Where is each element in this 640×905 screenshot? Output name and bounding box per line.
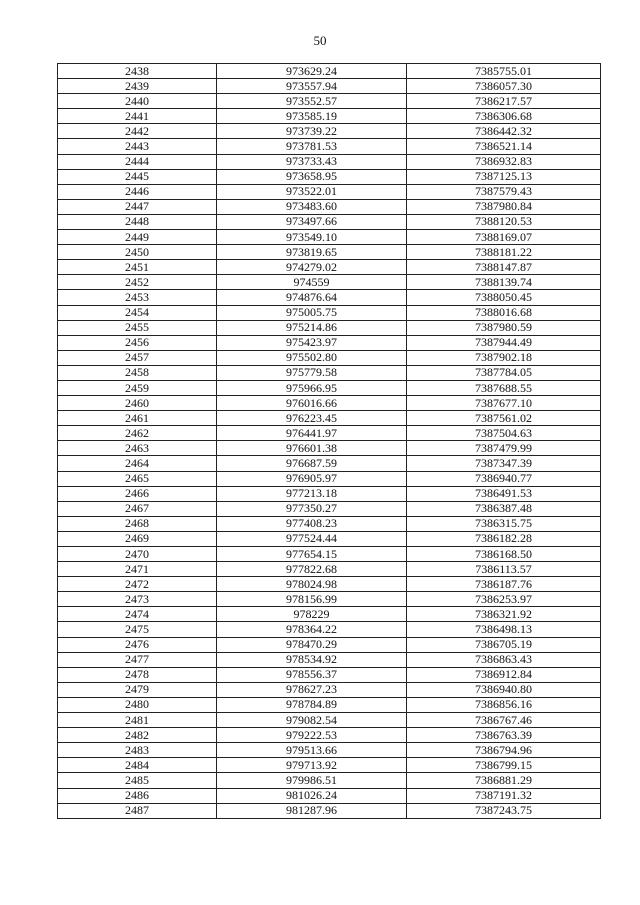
point-number-cell: 2439 [58, 79, 217, 94]
y-coordinate-cell: 7387191.32 [407, 788, 601, 803]
table-row [58, 335, 601, 350]
table-row [58, 622, 601, 637]
x-coordinate-cell: 976441.97 [217, 426, 407, 441]
y-coordinate-cell: 7386057.30 [407, 79, 601, 94]
y-coordinate-cell: 7387561.02 [407, 411, 601, 426]
y-coordinate-cell: 7386794.96 [407, 743, 601, 758]
y-coordinate-cell: 7386932.83 [407, 154, 601, 169]
y-coordinate-cell: 7387944.49 [407, 335, 601, 350]
table-row [58, 607, 601, 622]
x-coordinate-cell: 979986.51 [217, 773, 407, 788]
y-coordinate-cell: 7387688.55 [407, 380, 601, 395]
table-row [58, 124, 601, 139]
x-coordinate-cell: 979713.92 [217, 758, 407, 773]
x-coordinate-cell: 975214.86 [217, 320, 407, 335]
x-coordinate-cell: 979082.54 [217, 713, 407, 728]
y-coordinate-cell: 7386442.32 [407, 124, 601, 139]
x-coordinate-cell: 974876.64 [217, 290, 407, 305]
x-coordinate-cell: 975502.80 [217, 350, 407, 365]
table-row [58, 64, 601, 79]
table-row [58, 667, 601, 682]
x-coordinate-cell: 978470.29 [217, 637, 407, 652]
y-coordinate-cell: 7387784.05 [407, 365, 601, 380]
x-coordinate-cell: 973733.43 [217, 154, 407, 169]
point-number-cell: 2441 [58, 109, 217, 124]
table-row [58, 94, 601, 109]
coordinates-table [57, 63, 601, 819]
table-row [58, 260, 601, 275]
y-coordinate-cell: 7387980.84 [407, 199, 601, 214]
table-row [58, 79, 601, 94]
x-coordinate-cell: 977213.18 [217, 486, 407, 501]
x-coordinate-cell: 978784.89 [217, 697, 407, 712]
y-coordinate-cell: 7386387.48 [407, 501, 601, 516]
table-row [58, 788, 601, 803]
x-coordinate-cell: 977822.68 [217, 562, 407, 577]
table-row [58, 350, 601, 365]
table-row [58, 713, 601, 728]
y-coordinate-cell: 7387902.18 [407, 350, 601, 365]
point-number-cell: 2438 [58, 64, 217, 79]
table-row [58, 516, 601, 531]
table-row [58, 652, 601, 667]
table-row [58, 743, 601, 758]
point-number-cell: 2484 [58, 758, 217, 773]
x-coordinate-cell: 974559 [217, 275, 407, 290]
y-coordinate-cell: 7388050.45 [407, 290, 601, 305]
x-coordinate-cell: 974279.02 [217, 260, 407, 275]
point-number-cell: 2443 [58, 139, 217, 154]
point-number-cell: 2442 [58, 124, 217, 139]
point-number-cell: 2487 [58, 803, 217, 818]
table-row [58, 214, 601, 229]
table-row [58, 380, 601, 395]
point-number-cell: 2462 [58, 426, 217, 441]
point-number-cell: 2455 [58, 320, 217, 335]
table-row [58, 531, 601, 546]
x-coordinate-cell: 973819.65 [217, 245, 407, 260]
point-number-cell: 2453 [58, 290, 217, 305]
point-number-cell: 2481 [58, 713, 217, 728]
y-coordinate-cell: 7387677.10 [407, 396, 601, 411]
y-coordinate-cell: 7386491.53 [407, 486, 601, 501]
y-coordinate-cell: 7387579.43 [407, 184, 601, 199]
table-row [58, 426, 601, 441]
point-number-cell: 2448 [58, 214, 217, 229]
point-number-cell: 2446 [58, 184, 217, 199]
x-coordinate-cell: 978627.23 [217, 682, 407, 697]
y-coordinate-cell: 7388120.53 [407, 214, 601, 229]
y-coordinate-cell: 7386705.19 [407, 637, 601, 652]
y-coordinate-cell: 7386940.80 [407, 682, 601, 697]
y-coordinate-cell: 7385755.01 [407, 64, 601, 79]
x-coordinate-cell: 975423.97 [217, 335, 407, 350]
table-row [58, 305, 601, 320]
table-row [58, 803, 601, 818]
point-number-cell: 2459 [58, 380, 217, 395]
y-coordinate-cell: 7387347.39 [407, 456, 601, 471]
point-number-cell: 2467 [58, 501, 217, 516]
y-coordinate-cell: 7386863.43 [407, 652, 601, 667]
y-coordinate-cell: 7388169.07 [407, 230, 601, 245]
point-number-cell: 2483 [58, 743, 217, 758]
x-coordinate-cell: 973557.94 [217, 79, 407, 94]
y-coordinate-cell: 7387504.63 [407, 426, 601, 441]
y-coordinate-cell: 7388181.22 [407, 245, 601, 260]
point-number-cell: 2475 [58, 622, 217, 637]
point-number-cell: 2468 [58, 516, 217, 531]
table-row [58, 290, 601, 305]
table-row [58, 154, 601, 169]
y-coordinate-cell: 7387243.75 [407, 803, 601, 818]
table-row [58, 396, 601, 411]
y-coordinate-cell: 7386521.14 [407, 139, 601, 154]
point-number-cell: 2485 [58, 773, 217, 788]
y-coordinate-cell: 7387125.13 [407, 169, 601, 184]
page-number: 50 [313, 33, 327, 48]
table-row [58, 139, 601, 154]
table-row [58, 199, 601, 214]
y-coordinate-cell: 7386187.76 [407, 577, 601, 592]
point-number-cell: 2440 [58, 94, 217, 109]
y-coordinate-cell: 7388139.74 [407, 275, 601, 290]
point-number-cell: 2444 [58, 154, 217, 169]
y-coordinate-cell: 7386856.16 [407, 697, 601, 712]
point-number-cell: 2472 [58, 577, 217, 592]
y-coordinate-cell: 7386498.13 [407, 622, 601, 637]
point-number-cell: 2465 [58, 471, 217, 486]
point-number-cell: 2456 [58, 335, 217, 350]
y-coordinate-cell: 7386912.84 [407, 667, 601, 682]
table-row [58, 441, 601, 456]
table-row [58, 697, 601, 712]
point-number-cell: 2478 [58, 667, 217, 682]
point-number-cell: 2473 [58, 592, 217, 607]
x-coordinate-cell: 979513.66 [217, 743, 407, 758]
x-coordinate-cell: 973483.60 [217, 199, 407, 214]
y-coordinate-cell: 7386168.50 [407, 547, 601, 562]
x-coordinate-cell: 973629.24 [217, 64, 407, 79]
x-coordinate-cell: 975005.75 [217, 305, 407, 320]
point-number-cell: 2463 [58, 441, 217, 456]
x-coordinate-cell: 978534.92 [217, 652, 407, 667]
table-row [58, 592, 601, 607]
table-row [58, 471, 601, 486]
point-number-cell: 2461 [58, 411, 217, 426]
x-coordinate-cell: 977350.27 [217, 501, 407, 516]
table-row [58, 637, 601, 652]
x-coordinate-cell: 978229 [217, 607, 407, 622]
point-number-cell: 2452 [58, 275, 217, 290]
table-row [58, 562, 601, 577]
x-coordinate-cell: 973522.01 [217, 184, 407, 199]
table-row [58, 411, 601, 426]
x-coordinate-cell: 978364.22 [217, 622, 407, 637]
point-number-cell: 2457 [58, 350, 217, 365]
table-row [58, 547, 601, 562]
table-row [58, 728, 601, 743]
y-coordinate-cell: 7386253.97 [407, 592, 601, 607]
y-coordinate-cell: 7386767.46 [407, 713, 601, 728]
table-row [58, 169, 601, 184]
y-coordinate-cell: 7387479.99 [407, 441, 601, 456]
table-row [58, 109, 601, 124]
x-coordinate-cell: 978156.99 [217, 592, 407, 607]
table-row [58, 184, 601, 199]
point-number-cell: 2460 [58, 396, 217, 411]
table-row [58, 758, 601, 773]
table-row [58, 365, 601, 380]
table-row [58, 682, 601, 697]
y-coordinate-cell: 7386113.57 [407, 562, 601, 577]
point-number-cell: 2486 [58, 788, 217, 803]
point-number-cell: 2470 [58, 547, 217, 562]
point-number-cell: 2479 [58, 682, 217, 697]
point-number-cell: 2474 [58, 607, 217, 622]
point-number-cell: 2471 [58, 562, 217, 577]
table-row [58, 245, 601, 260]
point-number-cell: 2469 [58, 531, 217, 546]
y-coordinate-cell: 7386217.57 [407, 94, 601, 109]
x-coordinate-cell: 978556.37 [217, 667, 407, 682]
table-row [58, 275, 601, 290]
point-number-cell: 2464 [58, 456, 217, 471]
table-row [58, 230, 601, 245]
y-coordinate-cell: 7386315.75 [407, 516, 601, 531]
x-coordinate-cell: 973739.22 [217, 124, 407, 139]
y-coordinate-cell: 7386881.29 [407, 773, 601, 788]
point-number-cell: 2449 [58, 230, 217, 245]
y-coordinate-cell: 7386940.77 [407, 471, 601, 486]
x-coordinate-cell: 973549.10 [217, 230, 407, 245]
x-coordinate-cell: 978024.98 [217, 577, 407, 592]
point-number-cell: 2445 [58, 169, 217, 184]
point-number-cell: 2480 [58, 697, 217, 712]
table-row [58, 501, 601, 516]
x-coordinate-cell: 973585.19 [217, 109, 407, 124]
y-coordinate-cell: 7388147.87 [407, 260, 601, 275]
x-coordinate-cell: 975779.58 [217, 365, 407, 380]
point-number-cell: 2450 [58, 245, 217, 260]
x-coordinate-cell: 977654.15 [217, 547, 407, 562]
point-number-cell: 2477 [58, 652, 217, 667]
point-number-cell: 2454 [58, 305, 217, 320]
y-coordinate-cell: 7386799.15 [407, 758, 601, 773]
x-coordinate-cell: 976687.59 [217, 456, 407, 471]
x-coordinate-cell: 973497.66 [217, 214, 407, 229]
table-row [58, 456, 601, 471]
y-coordinate-cell: 7386306.68 [407, 109, 601, 124]
x-coordinate-cell: 977408.23 [217, 516, 407, 531]
x-coordinate-cell: 979222.53 [217, 728, 407, 743]
x-coordinate-cell: 973552.57 [217, 94, 407, 109]
point-number-cell: 2466 [58, 486, 217, 501]
y-coordinate-cell: 7386321.92 [407, 607, 601, 622]
table-row [58, 773, 601, 788]
table-row [58, 320, 601, 335]
x-coordinate-cell: 981287.96 [217, 803, 407, 818]
coordinates-table-body [58, 64, 601, 819]
y-coordinate-cell: 7386763.39 [407, 728, 601, 743]
point-number-cell: 2447 [58, 199, 217, 214]
y-coordinate-cell: 7386182.28 [407, 531, 601, 546]
x-coordinate-cell: 981026.24 [217, 788, 407, 803]
point-number-cell: 2458 [58, 365, 217, 380]
x-coordinate-cell: 973658.95 [217, 169, 407, 184]
x-coordinate-cell: 976223.45 [217, 411, 407, 426]
table-row [58, 577, 601, 592]
x-coordinate-cell: 976905.97 [217, 471, 407, 486]
x-coordinate-cell: 977524.44 [217, 531, 407, 546]
x-coordinate-cell: 976016.66 [217, 396, 407, 411]
x-coordinate-cell: 973781.53 [217, 139, 407, 154]
y-coordinate-cell: 7387980.59 [407, 320, 601, 335]
point-number-cell: 2476 [58, 637, 217, 652]
point-number-cell: 2451 [58, 260, 217, 275]
table-row [58, 486, 601, 501]
point-number-cell: 2482 [58, 728, 217, 743]
y-coordinate-cell: 7388016.68 [407, 305, 601, 320]
x-coordinate-cell: 975966.95 [217, 380, 407, 395]
x-coordinate-cell: 976601.38 [217, 441, 407, 456]
